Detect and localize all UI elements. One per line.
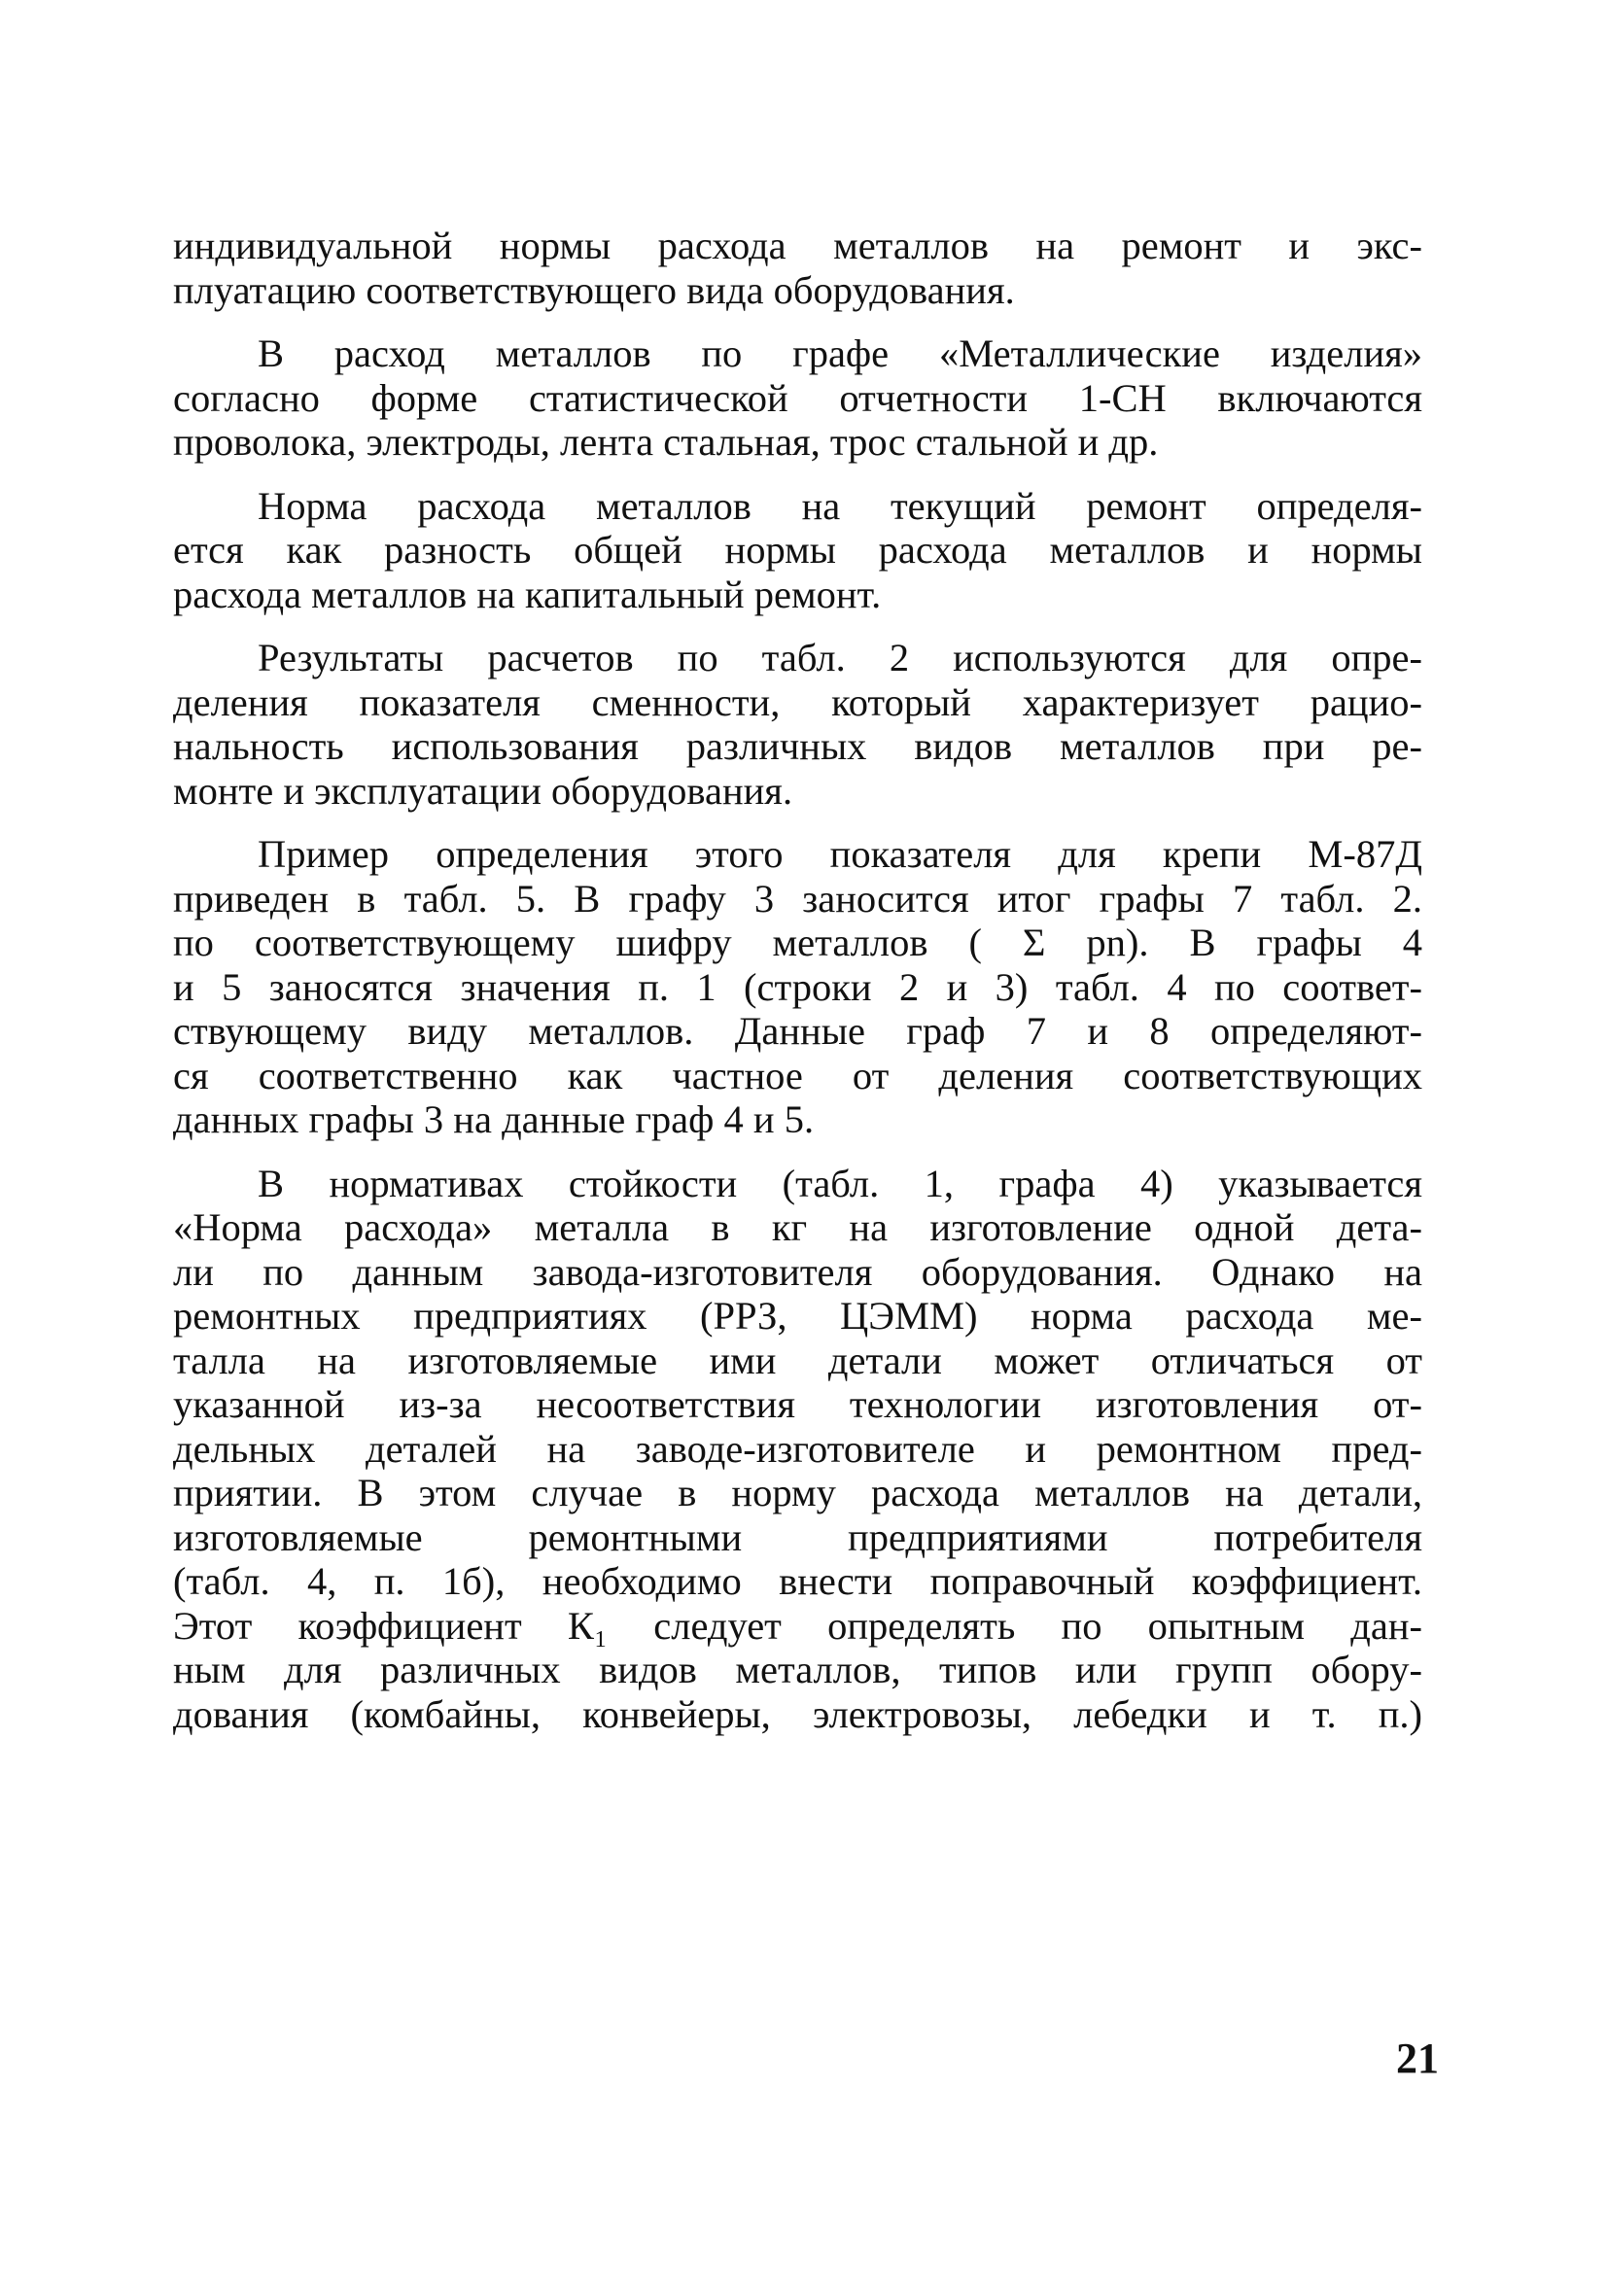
text-line: указанной из-за несоответствия технологии изготовления от- <box>173 1382 1422 1426</box>
text-line: Результаты расчетов по табл. 2 используются для опре- <box>258 636 1422 679</box>
text-line: ремонтных предприятиях (РРЗ, ЦЭММ) норма расхода ме- <box>173 1294 1422 1338</box>
paragraph-2 <box>173 331 1422 465</box>
text-line: проволока, электроды, лента стальная, трос стальной и др. <box>173 420 1159 464</box>
text-line: Этот коэффициент К₁ следует определять по опытным дан- <box>173 1603 1422 1648</box>
paragraph-3 <box>173 484 1422 617</box>
text-line: нальность использования различных видов металлов при ре- <box>173 724 1422 768</box>
text-line: согласно форме статистической отчетности 1-СН включаются <box>173 375 1422 420</box>
text-line: по соответствующему шифру металлов ( Σ pn). В графы 4 <box>173 921 1422 964</box>
text-line: и 5 заносятся значения п. 1 (строки 2 и 3) табл. 4 по соответ- <box>173 964 1422 1009</box>
text-line: «Норма расхода» металла в кг на изготовление одной дета- <box>173 1205 1422 1249</box>
text-line: деления показателя сменности, который характеризует рацио- <box>173 679 1422 724</box>
page-number: 21 <box>1396 2035 1439 2082</box>
text-line: индивидуальной нормы расхода металлов на ремонт и экс- <box>173 224 1422 267</box>
text-line: ся соответственно как частное от деления соответствующих <box>173 1053 1422 1097</box>
text-line: ли по данным завода-изготовителя оборудования. Однако на <box>173 1249 1422 1294</box>
text-line: В расход металлов по графе «Металлические изделия» <box>258 331 1422 375</box>
text-line: плуатацию соответствующего вида оборудования. <box>173 267 1015 312</box>
text-line: дельных деталей на заводе-изготовителе и ремонтном пред- <box>173 1426 1422 1471</box>
text-line: приведен в табл. 5. В графу 3 заносится итог графы 7 табл. 2. <box>173 876 1422 921</box>
paragraph-4 <box>173 636 1422 813</box>
page-body <box>173 224 1422 1756</box>
text-line: дования (комбайны, конвейеры, электровозы, лебедки и т. п.) <box>173 1691 1422 1736</box>
text-line: расхода металлов на капитальный ремонт. <box>173 572 882 616</box>
paragraph-6 <box>173 1162 1422 1737</box>
text-line: талла на изготовляемые ими детали может отличаться от <box>173 1338 1422 1382</box>
text-line: монте и эксплуатации оборудования. <box>173 768 793 813</box>
text-line: ется как разность общей нормы расхода металлов и нормы <box>173 528 1422 572</box>
text-line: приятии. В этом случае в норму расхода металлов на детали, <box>173 1471 1422 1514</box>
text-line: данных графы 3 на данные граф 4 и 5. <box>173 1097 815 1141</box>
text-line: В нормативах стойкости (табл. 1, графа 4) указывается <box>258 1161 1422 1205</box>
text-line: изготовляемые ремонтными предприятиями потребителя <box>173 1514 1422 1559</box>
text-line: Пример определения этого показателя для крепи М-87Д <box>258 832 1422 876</box>
text-line: ным для различных видов металлов, типов или групп обору- <box>173 1648 1422 1691</box>
text-line: Норма расхода металлов на текущий ремонт определя- <box>258 483 1422 528</box>
text-line: ствующему виду металлов. Данные граф 7 и 8 определяют- <box>173 1009 1422 1053</box>
paragraph-5 <box>173 832 1422 1142</box>
paragraph-1 <box>173 224 1422 312</box>
text-line: (табл. 4, п. 1б), необходимо внести поправочный коэффициент. <box>173 1559 1422 1603</box>
